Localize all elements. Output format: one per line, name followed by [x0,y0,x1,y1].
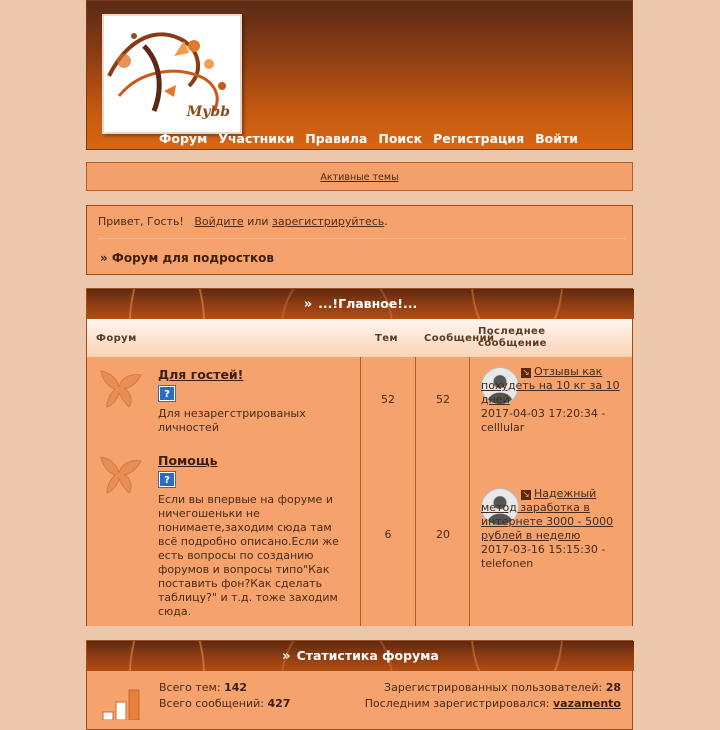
total-posts [159,697,290,710]
nav-users[interactable]: Участники [218,131,295,146]
newest-user [365,697,621,710]
last-post-meta: 2017-03-16 15:15:30 - telefonen [481,543,606,570]
greeting-line [98,215,388,228]
or-text: или [247,215,269,228]
logo-text: Mybb [186,104,230,120]
category-title[interactable]: ...!Главное!... [318,296,418,311]
last-post-link[interactable]: Отзывы как похудеть на 10 кг за 10 дней [481,365,620,406]
main-nav [159,131,578,146]
forum-row [87,357,632,444]
total-topics-value: 142 [224,681,248,694]
period-text: . [384,215,388,228]
post-count: 52 [436,393,450,406]
total-topics-label: Всего тем: [159,681,221,694]
total-topics [159,681,247,694]
double-chevron-icon: » [282,649,291,664]
col-topics: Тем [375,333,398,344]
forum-description: Если вы впервые на форуме и ничегошеньки не понимаете,заходим сюда там всё подробно описано.Если же есть вопросы по созданию форумов и вопросы типо"Как поставить фон?Как сделать таблицу?" и т.д. тоже заходим сюда. [158,493,339,618]
last-post-link[interactable]: Надежный метод заработка в интернете 3000 - 5000 рублей в неделю [481,487,614,542]
column-headers [87,319,632,359]
greeting-text: Привет, Гость! [98,215,184,228]
registered-users-label: Зарегистрированных пользователей: [384,681,603,694]
forum-row [87,443,632,626]
forum-category [86,288,633,626]
newest-user-link[interactable]: vazamento [553,697,621,710]
newest-user-label: Последним зарегистрировался: [364,697,550,710]
stats-title: Статистика форума [296,648,439,663]
category-header [87,289,634,319]
topic-count: 6 [384,528,392,541]
welcome-box [86,205,633,275]
double-chevron-icon: » [303,297,313,312]
forum-status-icon [97,451,145,497]
nav-login[interactable]: Войти [535,131,578,146]
breadcrumb[interactable]: » Форум для подростков [100,251,274,265]
login-link[interactable]: Войдите [194,215,244,228]
register-link[interactable]: зарегистрируйтесь [272,215,385,228]
active-topics-bar [86,162,633,191]
nav-register[interactable]: Регистрация [433,131,525,146]
col-last-post: Последнее сообщение [478,326,547,349]
forum-logo[interactable] [102,14,242,134]
last-post-info [481,365,627,435]
total-posts-value: 427 [267,697,291,710]
last-post-info [481,487,627,571]
goto-post-icon[interactable]: ↘ [522,368,530,378]
goto-post-icon[interactable]: ↘ [522,490,530,500]
nav-search[interactable]: Поиск [378,131,423,146]
col-posts: Сообщений [424,333,495,344]
help-icon[interactable]: ? [159,386,175,401]
registered-users [384,681,621,694]
forum-stats [86,640,633,730]
forum-description: Для незарегстрированых личностей [158,407,306,434]
topic-count: 52 [381,393,395,406]
bar-chart-icon [101,688,143,720]
post-count: 20 [436,528,450,541]
last-post-meta: 2017-04-03 17:20:34 - celllular [481,407,606,434]
col-forum: Форум [96,333,137,344]
nav-rules[interactable]: Правила [305,131,368,146]
stats-header [87,641,634,671]
forum-status-icon [97,365,145,411]
help-icon[interactable]: ? [159,472,175,487]
forum-header [86,0,633,150]
active-topics-link[interactable]: Активные темы [320,172,399,183]
nav-forum[interactable]: Форум [159,131,208,146]
total-posts-label: Всего сообщений: [159,697,264,710]
divider [98,238,626,239]
registered-users-value: 28 [605,681,621,694]
forum-title-link[interactable]: Для гостей! [158,367,244,382]
forum-title-link[interactable]: Помощь [158,453,218,468]
